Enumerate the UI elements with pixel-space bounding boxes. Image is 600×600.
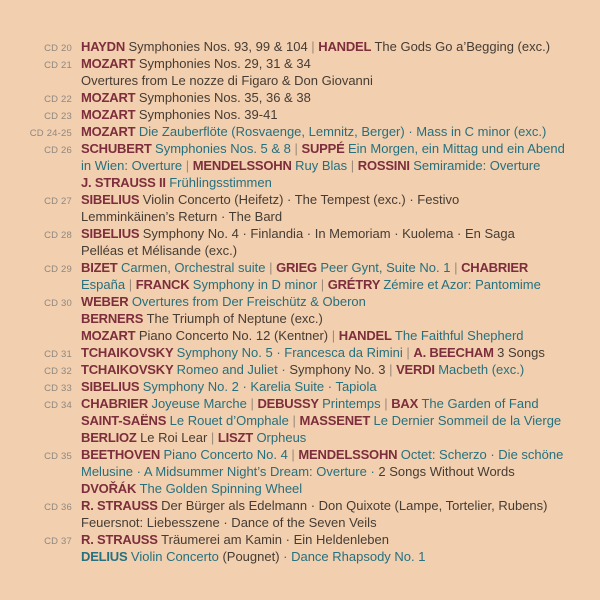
work-title: Träumerei am Kamin · Ein Heldenleben <box>161 532 389 547</box>
cd-number: CD 33 <box>44 383 72 394</box>
work-title: 2 Songs Without Words <box>378 464 515 479</box>
composer-name: MENDELSSOHN <box>192 158 296 173</box>
cd-number: CD 28 <box>44 230 72 241</box>
tracklist <box>16 38 592 565</box>
work-title: Ein Morgen, ein Mittag und ein Abend <box>348 141 565 156</box>
composer-name: J. STRAUSS II <box>81 175 170 190</box>
work-title: 3 Songs <box>497 345 545 360</box>
track-row <box>16 395 592 412</box>
work-title: Semiramide: Overture <box>413 158 541 173</box>
work-title: in Wien: Overture <box>81 158 183 173</box>
work-title: Symphonies Nos. 35, 36 & 38 <box>138 90 311 105</box>
track-row <box>16 38 592 55</box>
separator: | <box>385 362 397 377</box>
track-line <box>81 429 306 446</box>
composer-name: VERDI <box>396 362 439 377</box>
work-title: Joyeuse Marche <box>151 396 247 411</box>
work-title: Lemminkäinen’s Return · The Bard <box>81 209 283 224</box>
work-title: Symphony No. 3 <box>289 362 386 377</box>
track-row <box>16 480 592 497</box>
track-line <box>81 89 311 106</box>
work-title: · Dance Rhapsody No. 1 <box>279 549 426 564</box>
composer-name: BERNERS <box>81 311 147 326</box>
composer-name: SAINT-SAËNS <box>81 413 170 428</box>
cd-number: CD 34 <box>44 400 72 411</box>
track-row <box>16 208 592 225</box>
track-row <box>16 497 592 514</box>
track-line <box>81 463 515 480</box>
composer-name: MOZART <box>81 90 139 105</box>
track-line <box>81 123 546 140</box>
cd-number: CD 22 <box>44 94 72 105</box>
track-line <box>81 310 323 327</box>
separator: | <box>265 260 277 275</box>
composer-name: DVOŘÁK <box>81 481 140 496</box>
composer-name: ROSSINI <box>357 158 414 173</box>
work-title: Symphony No. 2 · Karelia Suite · Tapiola <box>142 379 377 394</box>
composer-name: BERLIOZ <box>81 430 141 445</box>
composer-name: GRIEG <box>276 260 321 275</box>
cd-number: CD 32 <box>44 366 72 377</box>
cd-number: CD 20 <box>44 43 72 54</box>
composer-name: TCHAIKOVSKY <box>81 362 177 377</box>
work-title: The Garden of Fand <box>421 396 539 411</box>
work-title: Ruy Blas <box>295 158 348 173</box>
track-line <box>81 259 528 276</box>
track-row <box>16 55 592 72</box>
composer-name: GRÉTRY <box>327 277 384 292</box>
work-title: The Golden Spinning Wheel <box>139 481 303 496</box>
track-row <box>16 310 592 327</box>
track-line <box>81 327 524 344</box>
track-row <box>16 140 592 157</box>
composer-name: CHABRIER <box>81 396 152 411</box>
track-line <box>81 242 237 259</box>
track-line <box>81 395 539 412</box>
track-line <box>81 293 366 310</box>
composer-name: MOZART <box>81 107 139 122</box>
composer-name: MOZART <box>81 56 139 71</box>
track-line <box>81 208 282 225</box>
work-title: Printemps <box>322 396 381 411</box>
separator: | <box>347 158 358 173</box>
separator: | <box>317 277 328 292</box>
composer-name: HANDEL <box>318 39 375 54</box>
track-line <box>81 55 311 72</box>
composer-name: SIBELIUS <box>81 379 143 394</box>
track-line <box>81 497 548 514</box>
composer-name: SCHUBERT <box>81 141 156 156</box>
work-title: Piano Concerto No. 12 (Kentner) <box>138 328 329 343</box>
work-title: Peer Gynt, Suite No. 1 <box>320 260 451 275</box>
work-title: Der Bürger als Edelmann · Don Quixote (Lampe, Tortelier, Rubens) <box>161 498 548 513</box>
separator: | <box>380 396 392 411</box>
work-title: The Faithful Shepherd <box>394 328 524 343</box>
separator: | <box>402 345 414 360</box>
track-row <box>16 548 592 565</box>
composer-name: BAX <box>391 396 422 411</box>
cd-number: CD 29 <box>44 264 72 275</box>
work-title: Symphonies Nos. 29, 31 & 34 <box>138 56 311 71</box>
composer-name: SIBELIUS <box>81 192 143 207</box>
track-row <box>16 225 592 242</box>
work-title: Symphony in D minor <box>192 277 318 292</box>
work-title: Melusine · A Midsummer Night’s Dream: Overture · <box>81 464 379 479</box>
work-title: Symphonies Nos. 5 & 8 <box>155 141 291 156</box>
cd-number: CD 35 <box>44 451 72 462</box>
work-title: Symphonies Nos. 39-41 <box>138 107 278 122</box>
separator: | <box>125 277 136 292</box>
work-title: Overtures from Der Freischütz & Oberon <box>131 294 366 309</box>
track-row <box>16 106 592 123</box>
composer-name: WEBER <box>81 294 132 309</box>
composer-name: MENDELSSOHN <box>298 447 401 462</box>
separator: | <box>287 447 299 462</box>
track-line <box>81 191 459 208</box>
composer-name: DEBUSSY <box>257 396 323 411</box>
separator: | <box>328 328 339 343</box>
separator: | <box>450 260 462 275</box>
work-title: Symphonies Nos. 93, 99 & 104 <box>128 39 308 54</box>
composer-name: SUPPÉ <box>301 141 348 156</box>
composer-name: R. STRAUSS <box>81 498 162 513</box>
work-title: (Pougnet) <box>222 549 280 564</box>
track-row <box>16 123 592 140</box>
work-title: The Gods Go a’Begging (exc.) <box>374 39 551 54</box>
composer-name: DELIUS <box>81 549 131 564</box>
work-title: Symphony No. 5 · Francesca da Rimini <box>176 345 403 360</box>
track-row <box>16 259 592 276</box>
composer-name: FRANCK <box>135 277 193 292</box>
work-title: Le Rouet d’Omphale <box>169 413 289 428</box>
track-row <box>16 429 592 446</box>
cd-number: CD 27 <box>44 196 72 207</box>
track-row <box>16 174 592 191</box>
track-line <box>81 378 377 395</box>
cd-number: CD 26 <box>44 145 72 156</box>
work-title: Le Roi Lear <box>140 430 208 445</box>
track-line <box>81 276 541 293</box>
cd-number: CD 31 <box>44 349 72 360</box>
track-row <box>16 157 592 174</box>
composer-name: SIBELIUS <box>81 226 143 241</box>
composer-name: TCHAIKOVSKY <box>81 345 177 360</box>
work-title: Frühlingsstimmen <box>169 175 272 190</box>
composer-name: BEETHOVEN <box>81 447 164 462</box>
cd-number: CD 30 <box>44 298 72 309</box>
track-line <box>81 344 545 361</box>
work-title: Violin Concerto (Heifetz) · The Tempest (exc.) · Festivo <box>142 192 460 207</box>
composer-name: MOZART <box>81 328 139 343</box>
track-row <box>16 378 592 395</box>
work-title: Macbeth (exc.) <box>438 362 525 377</box>
composer-name: A. BEECHAM <box>413 345 498 360</box>
work-title: Le Dernier Sommeil de la Vierge <box>373 413 562 428</box>
track-row <box>16 191 592 208</box>
separator: | <box>307 39 319 54</box>
track-row <box>16 327 592 344</box>
track-row <box>16 276 592 293</box>
track-row <box>16 446 592 463</box>
track-row <box>16 293 592 310</box>
work-title: Piano Concerto No. 4 <box>163 447 288 462</box>
track-line <box>81 225 515 242</box>
track-line <box>81 106 278 123</box>
composer-name: MOZART <box>81 124 139 139</box>
work-title: Die Zauberflöte (Rosvaenge, Lemnitz, Berger) · Mass in C minor (exc.) <box>138 124 547 139</box>
separator: | <box>246 396 258 411</box>
composer-name: BIZET <box>81 260 121 275</box>
work-title: Symphony No. 4 · Finlandia · In Memoriam · Kuolema · En Saga <box>142 226 515 241</box>
cd-number: CD 36 <box>44 502 72 513</box>
track-row <box>16 242 592 259</box>
composer-name: MASSENET <box>299 413 374 428</box>
track-line <box>81 446 563 463</box>
composer-name: HANDEL <box>338 328 395 343</box>
cd-number: CD 23 <box>44 111 72 122</box>
work-title: Violin Concerto <box>130 549 223 564</box>
track-line <box>81 157 540 174</box>
track-row <box>16 514 592 531</box>
separator: | <box>182 158 193 173</box>
track-line <box>81 531 389 548</box>
track-row <box>16 463 592 480</box>
track-line <box>81 514 377 531</box>
composer-name: R. STRAUSS <box>81 532 162 547</box>
work-title: Romeo and Juliet · <box>176 362 290 377</box>
work-title: España <box>81 277 126 292</box>
composer-name: LISZT <box>217 430 257 445</box>
track-row <box>16 72 592 89</box>
track-line <box>81 140 565 157</box>
cd-number: CD 24-25 <box>29 128 72 139</box>
work-title: Zémire et Azor: Pantomime <box>383 277 541 292</box>
work-title: Orpheus <box>256 430 307 445</box>
track-line <box>81 412 561 429</box>
work-title: The Triumph of Neptune (exc.) <box>146 311 323 326</box>
separator: | <box>207 430 218 445</box>
track-row <box>16 344 592 361</box>
track-line <box>81 72 373 89</box>
track-row <box>16 89 592 106</box>
work-title: Pelléas et Mélisande (exc.) <box>81 243 238 258</box>
work-title: Octet: Scherzo · Die schöne <box>400 447 564 462</box>
track-row <box>16 531 592 548</box>
track-row <box>16 361 592 378</box>
track-line <box>81 38 550 55</box>
track-row <box>16 412 592 429</box>
cd-number: CD 21 <box>44 60 72 71</box>
work-title: Feuersnot: Liebesszene · Dance of the Seven Veils <box>81 515 377 530</box>
work-title: Carmen, Orchestral suite <box>120 260 266 275</box>
track-line <box>81 174 272 191</box>
separator: | <box>288 413 300 428</box>
track-line <box>81 480 302 497</box>
composer-name: CHABRIER <box>461 260 529 275</box>
composer-name: HAYDN <box>81 39 129 54</box>
separator: | <box>290 141 302 156</box>
track-line <box>81 548 426 565</box>
cd-number: CD 37 <box>44 536 72 547</box>
track-line <box>81 361 524 378</box>
work-title: Overtures from Le nozze di Figaro & Don Giovanni <box>81 73 373 88</box>
